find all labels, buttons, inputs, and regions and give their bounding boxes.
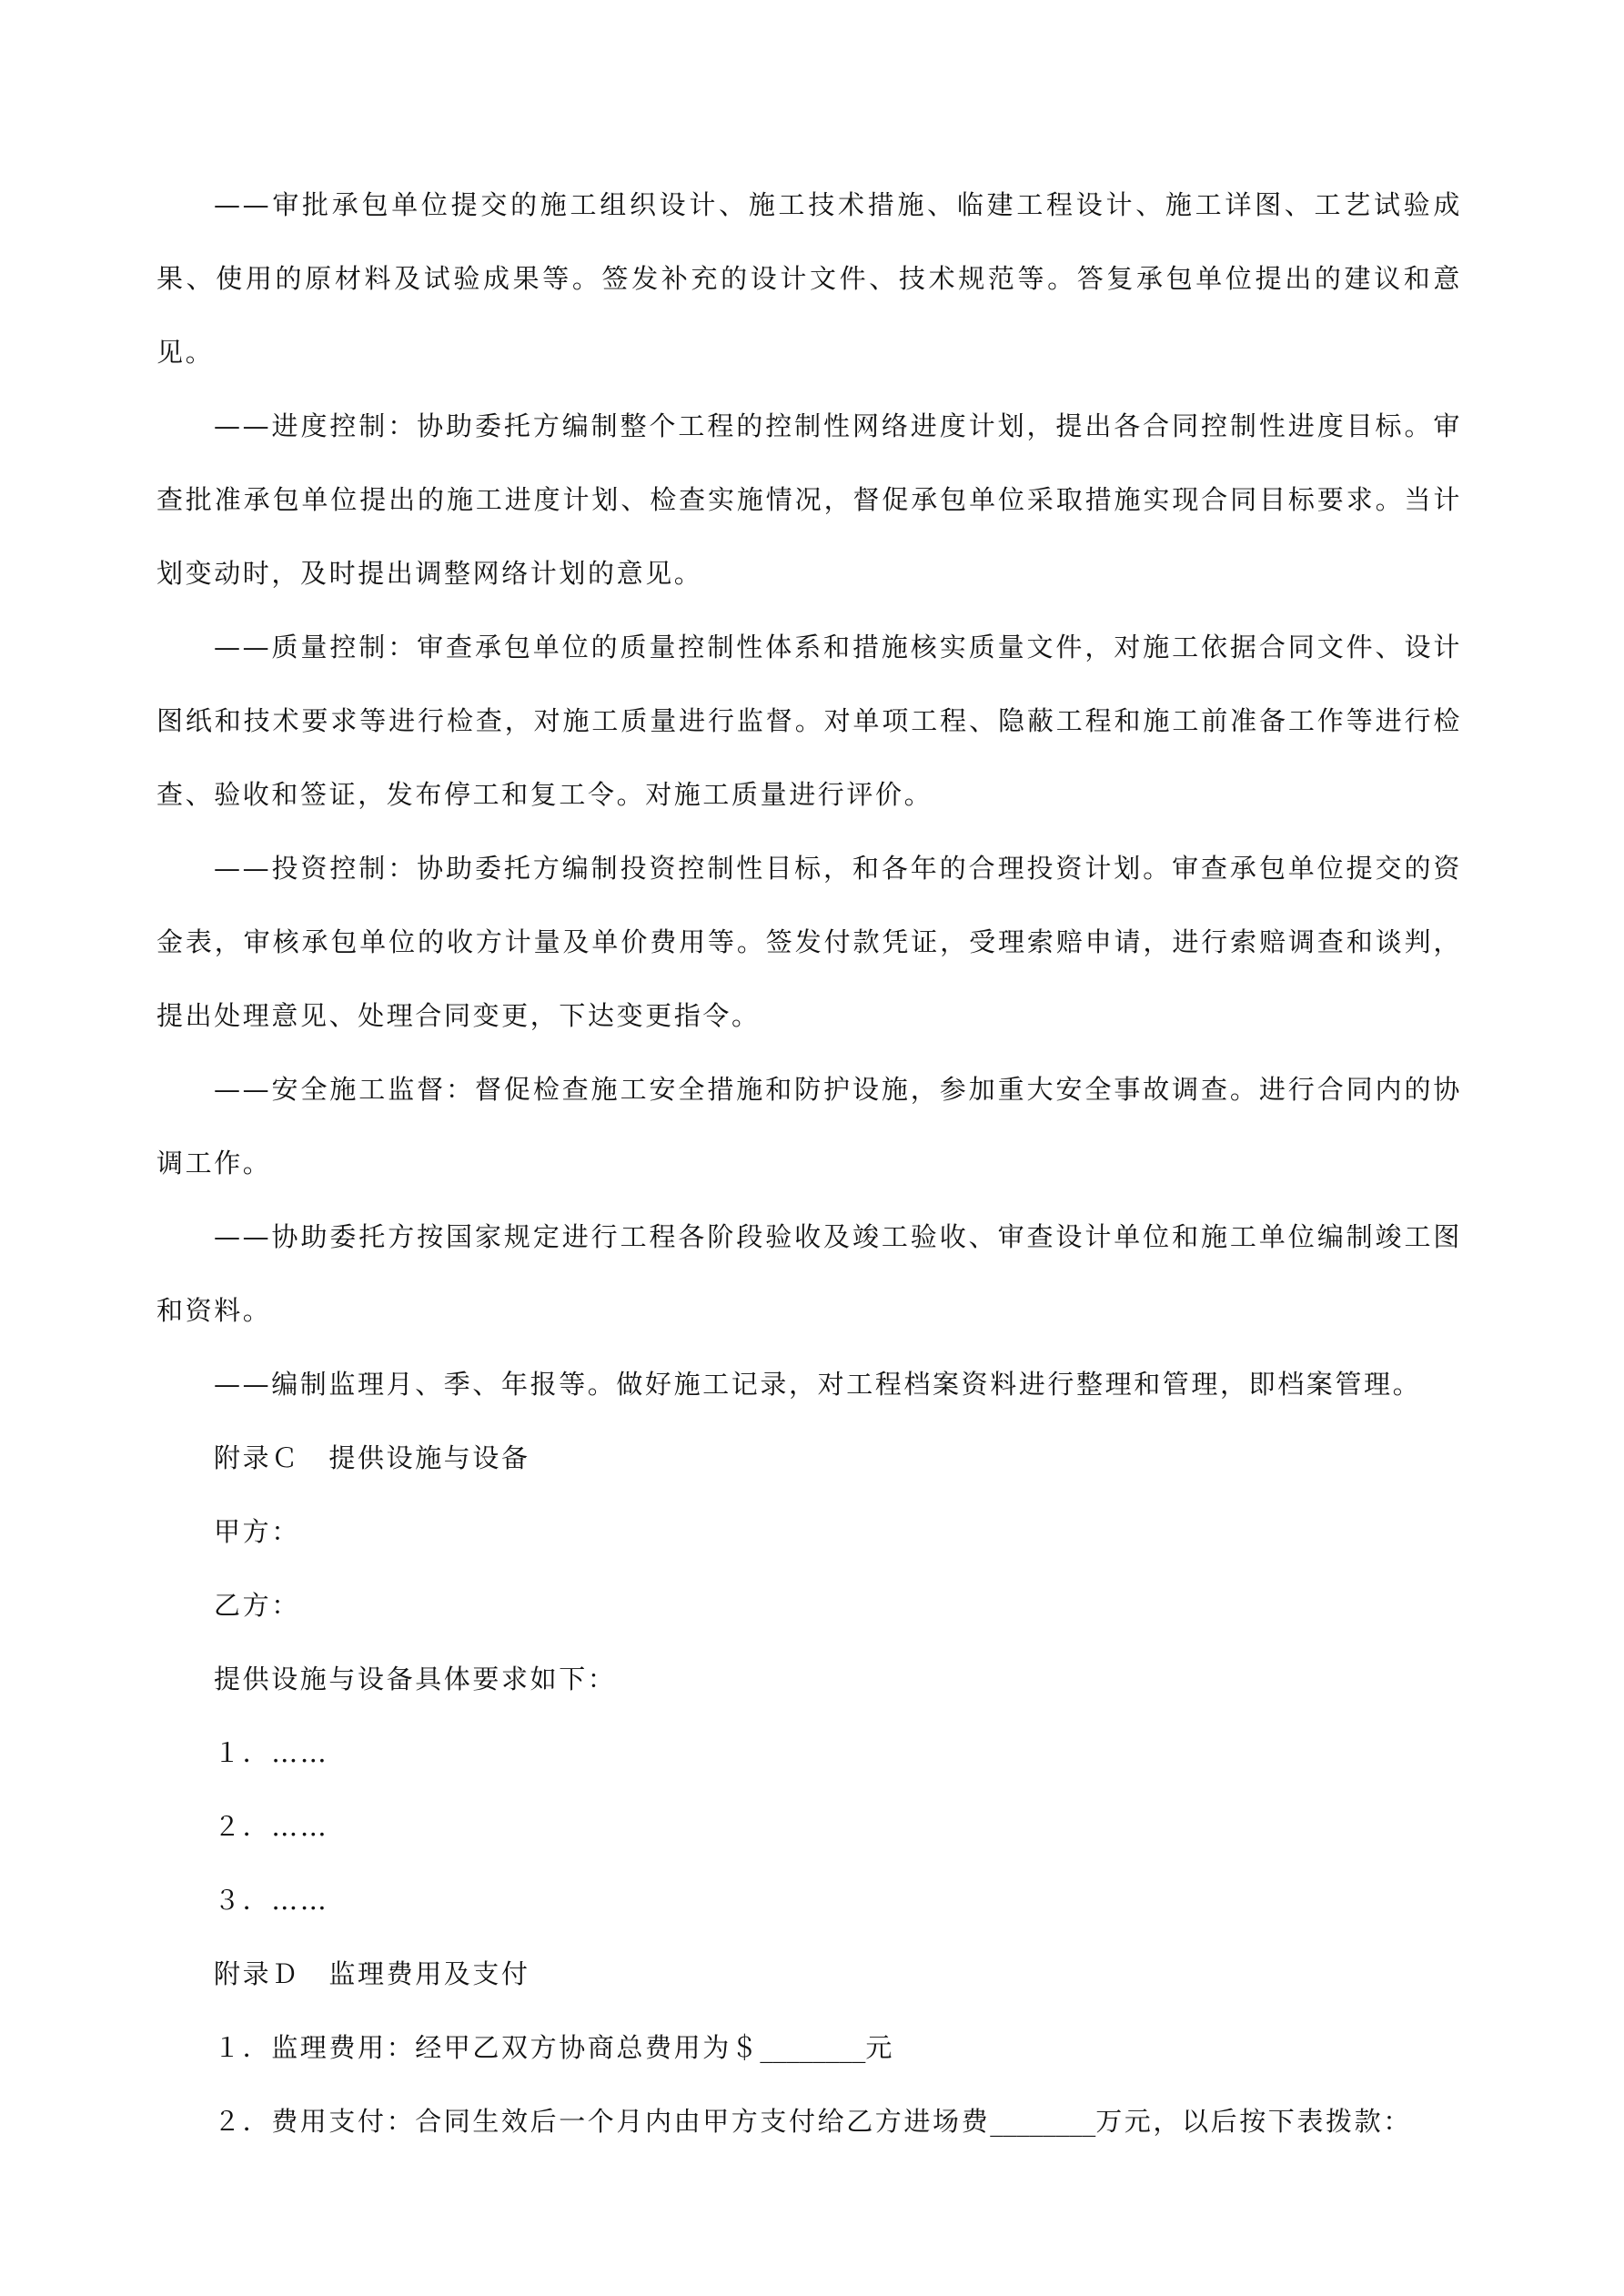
payment-suffix: 万元，以后按下表拨款： [1095, 2106, 1412, 2137]
appendix-c-party-a: 甲方： [214, 1516, 300, 1547]
fee-unit: 元 [865, 2032, 895, 2063]
appendix-c-intro: 提供设施与设备具体要求如下： [214, 1664, 617, 1694]
appendix-c-party-b: 乙方： [214, 1590, 300, 1621]
paragraph-safety-supervision: ——安全施工监督：督促检查施工安全措施和防护设施，参加重大安全事故调查。进行合同内的协调工作。 [156, 1074, 1462, 1178]
appendix-c-heading: 附录Ｃ 提供设施与设备 [214, 1442, 530, 1473]
appendix-d-payment-line [156, 2085, 1462, 2159]
paragraph-schedule-control: ——进度控制：协助委托方编制整个工程的控制性网络进度计划，提出各合同控制性进度目标。审查批准承包单位提出的施工进度计划、检查实施情况，督促承包单位采取措施实现合同目标要求。当计划变动时，及时提出调整网络计划的意见。 [156, 410, 1462, 589]
appendix-d-heading: 附录Ｄ 监理费用及支付 [214, 1958, 530, 1989]
payment-label: ２．费用支付：合同生效后一个月内由甲方支付给乙方进场费 [214, 2106, 991, 2137]
appendix-c-item-3: ３．…… [214, 1885, 329, 1916]
paragraph-reports-archives: ——编制监理月、季、年报等。做好施工记录，对工程档案资料进行整理和管理，即档案管理。 [214, 1369, 1422, 1400]
paragraph-investment-control: ——投资控制：协助委托方编制投资控制性目标，和各年的合理投资计划。审查承包单位提交的资金表，审核承包单位的收方计量及单价费用等。签发付款凭证，受理索赔申请，进行索赔调查和谈判，提出处理意见、处理合同变更，下达变更指令。 [156, 853, 1462, 1031]
fee-label: １．监理费用：经甲乙双方协商总费用为＄ [214, 2032, 761, 2063]
paragraph-acceptance-assist: ——协助委托方按国家规定进行工程各阶段验收及竣工验收、审查设计单位和施工单位编制竣工图和资料。 [156, 1221, 1462, 1326]
appendix-c-item-2: ２．…… [214, 1811, 329, 1842]
entry-fee-blank: ________ [990, 2106, 1096, 2137]
fee-amount-blank: ________ [760, 2032, 866, 2063]
appendix-c-item-1: １．…… [214, 1737, 329, 1768]
appendix-d-fee-line [156, 2011, 1462, 2085]
document-page [156, 168, 1462, 2159]
paragraph-review-approval: ——审批承包单位提交的施工组织设计、施工技术措施、临建工程设计、施工详图、工艺试验成果、使用的原材料及试验成果等。签发补充的设计文件、技术规范等。答复承包单位提出的建议和意见。 [156, 189, 1462, 368]
paragraph-quality-control: ——质量控制：审查承包单位的质量控制性体系和措施核实质量文件，对施工依据合同文件、设计图纸和技术要求等进行检查，对施工质量进行监督。对单项工程、隐蔽工程和施工前准备工作等进行检查、验收和签证，发布停工和复工令。对施工质量进行评价。 [156, 632, 1462, 810]
